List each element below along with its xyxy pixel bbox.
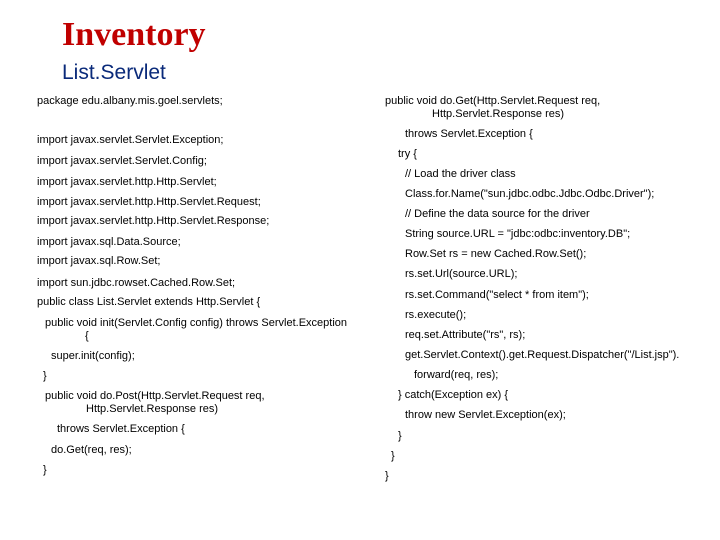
slide-title: Inventory [62,16,206,53]
code-line: rs.set.Url(source.URL); [405,268,518,280]
code-line: forward(req, res); [414,369,499,381]
code-line: throws Servlet.Exception { [57,423,185,435]
slide-subtitle: List.Servlet [62,61,166,84]
code-line: rs.execute(); [405,309,467,321]
code-line: package edu.albany.mis.goel.servlets; [37,95,223,107]
code-line: throws Servlet.Exception { [405,128,533,140]
code-line: import javax.servlet.http.Http.Servlet.Request; [37,196,261,208]
code-line: get.Servlet.Context().get.Request.Dispatcher("/List.jsp"). [405,349,680,361]
code-line: import javax.servlet.http.Http.Servlet; [37,176,217,188]
code-line: public void init(Servlet.Config config) throws Servlet.Exception [45,317,348,329]
code-line: Class.for.Name("sun.jdbc.odbc.Jdbc.Odbc.Driver"); [405,188,655,200]
code-line: Http.Servlet.Response res) [432,108,565,120]
code-line: Http.Servlet.Response res) [86,403,219,415]
code-line: import javax.sql.Data.Source; [37,236,181,248]
code-line: rs.set.Command("select * from item"); [405,289,589,301]
code-line: import sun.jdbc.rowset.Cached.Row.Set; [37,277,236,289]
code-line: super.init(config); [51,350,135,362]
code-line: import javax.servlet.Servlet.Config; [37,155,207,167]
code-line: String source.URL = "jdbc:odbc:inventory.DB"; [405,228,631,240]
code-line: import javax.servlet.Servlet.Exception; [37,134,224,146]
code-line: } [391,450,395,462]
code-line: { [85,330,89,342]
code-line: public void do.Post(Http.Servlet.Request req, [45,390,265,402]
code-line: import javax.servlet.http.Http.Servlet.Response; [37,215,270,227]
code-line: req.set.Attribute("rs", rs); [405,329,526,341]
code-line: try { [398,148,417,160]
code-line: } [43,464,47,476]
code-line: } [385,470,389,482]
code-line: // Load the driver class [405,168,516,180]
code-line: public class List.Servlet extends Http.Servlet { [37,296,261,308]
code-line: } [398,430,402,442]
code-line: do.Get(req, res); [51,444,132,456]
code-line: throw new Servlet.Exception(ex); [405,409,566,421]
code-line: Row.Set rs = new Cached.Row.Set(); [405,248,587,260]
code-line: } catch(Exception ex) { [398,389,509,401]
code-line: import javax.sql.Row.Set; [37,255,161,267]
code-line: public void do.Get(Http.Servlet.Request req, [385,95,601,107]
code-line: // Define the data source for the driver [405,208,590,220]
code-line: } [43,370,47,382]
